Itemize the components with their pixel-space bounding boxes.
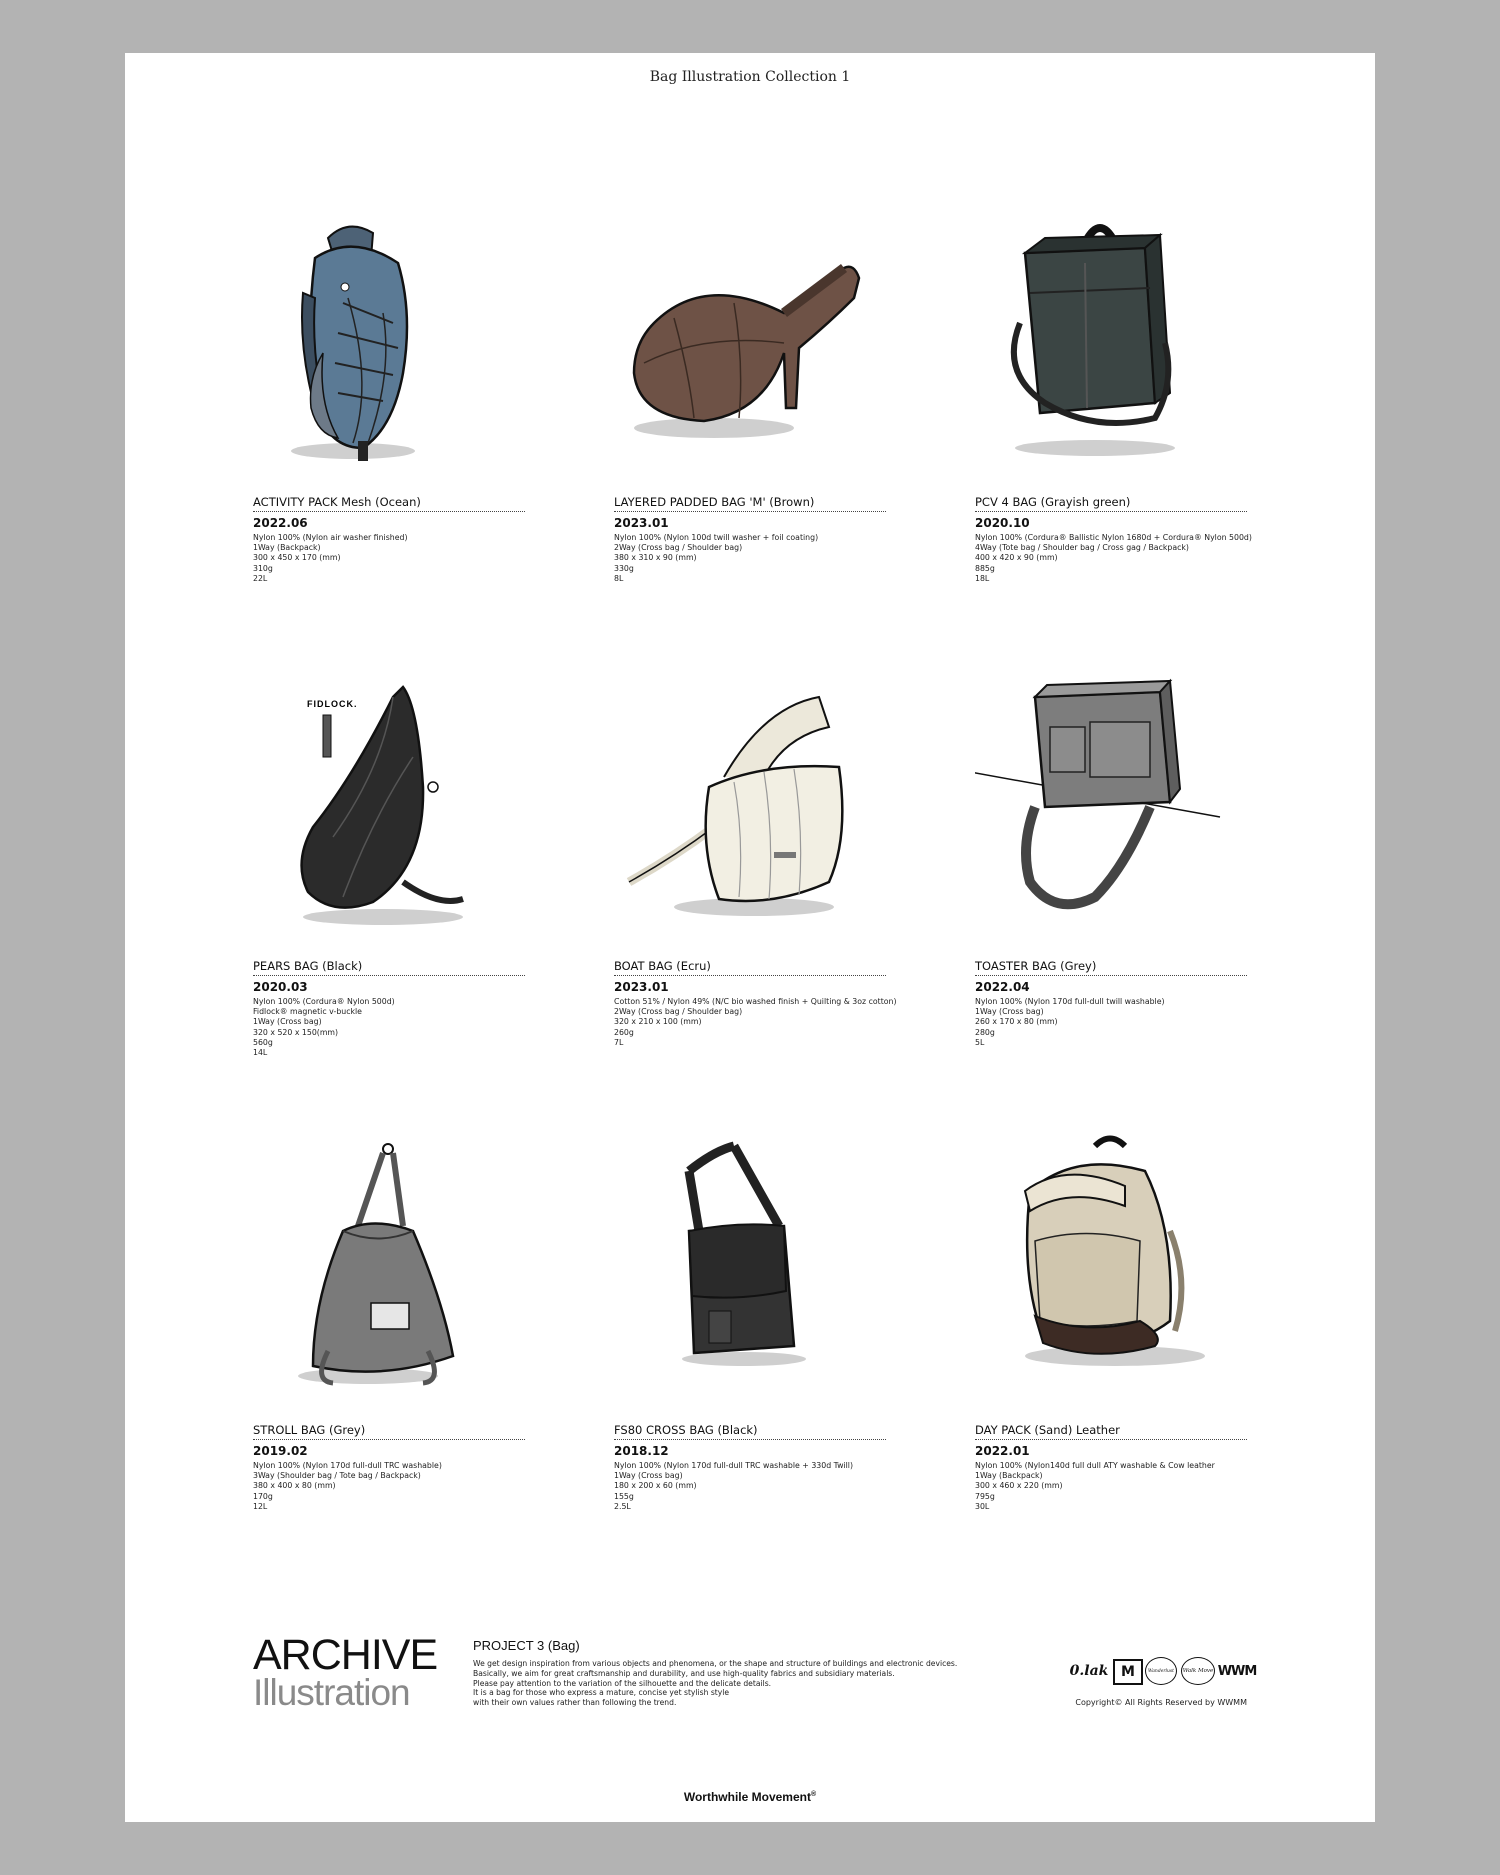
bag-date: 2022.04: [975, 980, 1030, 994]
page-title: Bag Illustration Collection 1: [649, 69, 851, 85]
spec-volume: 22L: [253, 573, 268, 583]
spec-dimensions: 180 x 200 x 60 (mm): [614, 1481, 697, 1491]
wordmark-text: Worthwhile Movement: [683, 1790, 811, 1804]
brand-olak-logo: 0.lak: [1069, 1663, 1109, 1679]
spec-dimensions: 320 x 520 x 150(mm): [253, 1027, 339, 1037]
fs80-cross-bag-black-icon: [614, 1131, 886, 1421]
bag-name: STROLL BAG (Grey): [253, 1423, 525, 1440]
bag-date: 2020.03: [253, 980, 308, 994]
spec-weight: 280g: [975, 1027, 995, 1037]
spec-volume: 12L: [253, 1501, 268, 1511]
backpack-ocean-icon: [253, 203, 525, 493]
spec-volume: 30L: [975, 1501, 990, 1511]
spec-weight: 155g: [614, 1491, 634, 1501]
spec-material: Nylon 100% (Nylon140d full dull ATY washable & Cow leather: [975, 1461, 1215, 1470]
archive-illustration-logo: [253, 1631, 438, 1713]
spec-dimensions: 320 x 210 x 100 (mm): [614, 1017, 702, 1027]
bag-specs: [975, 1461, 1215, 1512]
spec-dimensions: 380 x 400 x 80 (mm): [253, 1481, 336, 1491]
copyright-text: Copyright© All Rights Reserved by WWMM: [1075, 1698, 1247, 1707]
spec-buckle: Fidlock® magnetic v-buckle: [253, 1007, 362, 1017]
spec-volume: 7L: [614, 1037, 624, 1047]
bag-specs: [614, 533, 818, 584]
spec-volume: 5L: [975, 1037, 985, 1047]
spec-volume: 8L: [614, 573, 624, 583]
bag-name: LAYERED PADDED BAG 'M' (Brown): [614, 495, 886, 512]
bag-specs: [253, 533, 408, 584]
bag-date: 2023.01: [614, 980, 669, 994]
brand-walk-move-logo: Walk Move: [1181, 1657, 1215, 1685]
bag-date: 2019.02: [253, 1444, 308, 1458]
spec-ways: 4Way (Tote bag / Shoulder bag / Cross gag / Backpack): [975, 543, 1189, 553]
spec-material: Nylon 100% (Nylon 170d full-dull TRC washable): [253, 1461, 442, 1470]
spec-ways: 1Way (Cross bag): [975, 1007, 1044, 1017]
spec-material: Nylon 100% (Nylon air washer finished): [253, 533, 408, 542]
brand-wanderlust-logo: Wanderlust: [1145, 1657, 1177, 1685]
spec-ways: 2Way (Cross bag / Shoulder bag): [614, 1007, 743, 1017]
project-info: [473, 1638, 993, 1708]
bag-date: 2020.10: [975, 516, 1030, 530]
fidlock-label: FIDLOCK.: [307, 699, 358, 709]
spec-weight: 885g: [975, 563, 995, 573]
poster-sheet: [125, 53, 1375, 1822]
bag-specs: [975, 533, 1252, 584]
bag-date: 2018.12: [614, 1444, 669, 1458]
bag-date: 2022.01: [975, 1444, 1030, 1458]
project-description: [473, 1659, 993, 1708]
description-line: Basically, we aim for great craftsmanship and durability, and use high-quality fabrics and subsidiary materials.: [473, 1668, 895, 1678]
spec-dimensions: 300 x 460 x 220 (mm): [975, 1481, 1063, 1491]
bag-specs: [253, 1461, 442, 1512]
project-title: PROJECT 3 (Bag): [473, 1638, 580, 1653]
spec-ways: 1Way (Cross bag): [253, 1017, 322, 1027]
spec-weight: 560g: [253, 1037, 273, 1047]
bag-specs: [253, 997, 395, 1058]
spec-material: Nylon 100% (Nylon 170d full-dull TRC washable + 330d Twill): [614, 1461, 854, 1470]
bag-name: BOAT BAG (Ecru): [614, 959, 886, 976]
registered-mark: ®: [810, 1791, 817, 1798]
spec-ways: 3Way (Shoulder bag / Tote bag / Backpack): [253, 1471, 421, 1481]
spec-ways: 1Way (Backpack): [975, 1471, 1043, 1481]
bag-date: 2022.06: [253, 516, 308, 530]
spec-volume: 14L: [253, 1048, 268, 1058]
bag-date: 2023.01: [614, 516, 669, 530]
bag-specs: [975, 997, 1165, 1048]
bag-name: PCV 4 BAG (Grayish green): [975, 495, 1247, 512]
pcv4-bag-green-icon: [975, 203, 1247, 493]
bag-specs: [614, 997, 897, 1048]
spec-dimensions: 260 x 170 x 80 (mm): [975, 1017, 1058, 1027]
bag-name: PEARS BAG (Black): [253, 959, 525, 976]
spec-dimensions: 300 x 450 x 170 (mm): [253, 553, 341, 563]
spec-material: Nylon 100% (Cordura® Ballistic Nylon 1680d + Cordura® Nylon 500d): [975, 533, 1252, 542]
spec-weight: 795g: [975, 1491, 995, 1501]
spec-weight: 330g: [614, 563, 634, 573]
spec-material: Nylon 100% (Nylon 170d full-dull twill washable): [975, 997, 1165, 1006]
description-line: with their own values rather than following the trend.: [473, 1698, 677, 1708]
spec-volume: 18L: [975, 573, 990, 583]
description-line: Please pay attention to the variation of the silhouette and the delicate details.: [473, 1678, 772, 1688]
brand-m-logo: M: [1113, 1659, 1143, 1685]
bag-specs: [614, 1461, 853, 1512]
logo-archive: ARCHIVE: [253, 1631, 438, 1679]
padded-bag-brown-icon: [614, 203, 886, 493]
stroll-bag-grey-icon: [253, 1131, 525, 1421]
spec-ways: 2Way (Cross bag / Shoulder bag): [614, 543, 743, 553]
brand-wwm-logo: WWM: [1217, 1663, 1257, 1679]
toaster-bag-grey-icon: [975, 667, 1247, 957]
spec-material: Nylon 100% (Cordura® Nylon 500d): [253, 997, 395, 1006]
spec-ways: 1Way (Cross bag): [614, 1471, 683, 1481]
brand-logos: [1071, 1657, 1255, 1687]
spec-weight: 310g: [253, 563, 273, 573]
logo-illustration: Illustration: [253, 1672, 410, 1713]
spec-volume: 2.5L: [614, 1501, 631, 1511]
day-pack-sand-icon: [975, 1131, 1247, 1421]
spec-weight: 170g: [253, 1491, 273, 1501]
spec-material: Nylon 100% (Nylon 100d twill washer + foil coating): [614, 533, 819, 542]
worthwhile-movement-wordmark: [125, 1790, 1375, 1804]
description-line: We get design inspiration from various objects and phenomena, or the shape and structure of buildings and electronic devices.: [473, 1659, 958, 1668]
spec-material: Cotton 51% / Nylon 49% (N/C bio washed finish + Quilting & 3oz cotton): [614, 997, 897, 1006]
spec-weight: 260g: [614, 1027, 634, 1037]
bag-name: FS80 CROSS BAG (Black): [614, 1423, 886, 1440]
description-line: It is a bag for those who express a mature, concise yet stylish style: [473, 1688, 730, 1698]
bag-name: TOASTER BAG (Grey): [975, 959, 1247, 976]
pears-bag-black-icon: [253, 667, 525, 957]
spec-dimensions: 380 x 310 x 90 (mm): [614, 553, 697, 563]
spec-dimensions: 400 x 420 x 90 (mm): [975, 553, 1058, 563]
bag-name: ACTIVITY PACK Mesh (Ocean): [253, 495, 525, 512]
boat-bag-ecru-icon: [614, 667, 886, 957]
spec-ways: 1Way (Backpack): [253, 543, 321, 553]
bag-name: DAY PACK (Sand) Leather: [975, 1423, 1247, 1440]
